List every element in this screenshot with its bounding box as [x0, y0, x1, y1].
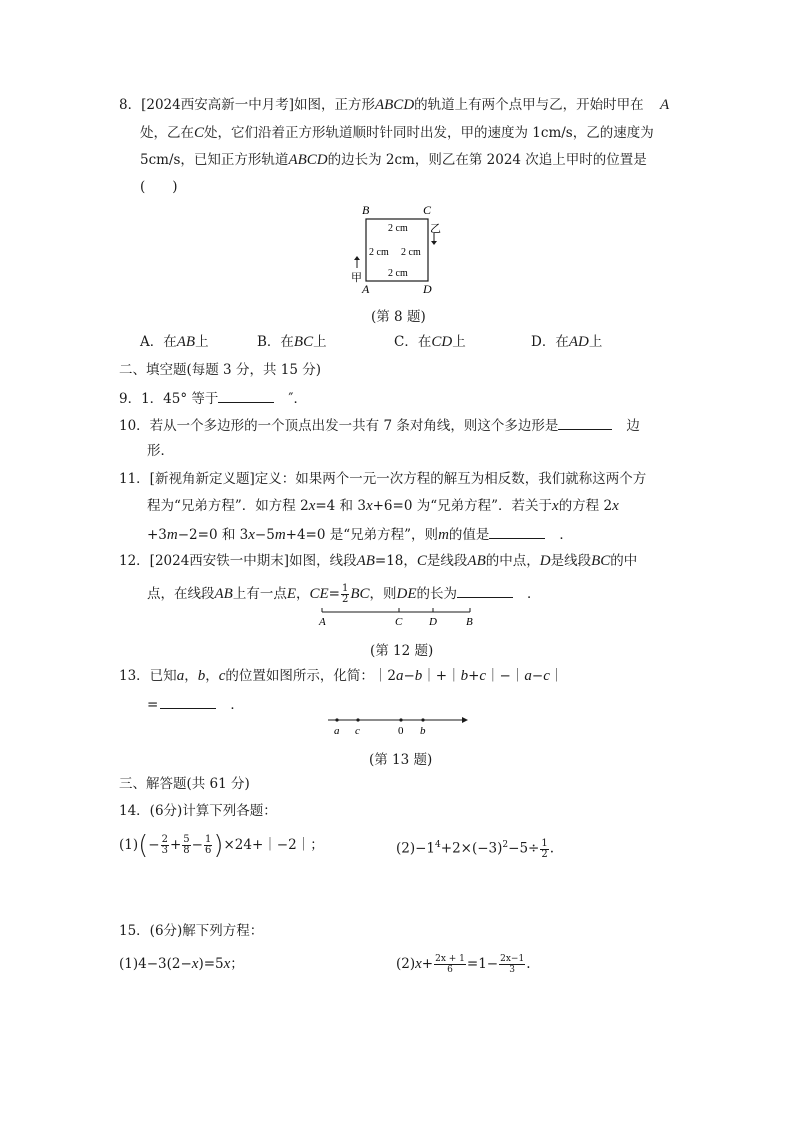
part-label: (2)	[396, 956, 416, 972]
q12-text: 的长为	[416, 586, 458, 602]
down-arrow-head-icon	[431, 241, 437, 245]
q12-segment-figure	[314, 604, 484, 628]
q13-text: ｜−｜	[486, 668, 525, 684]
q14-title: 14．(6分)计算下列各题：	[119, 803, 277, 819]
frac-num: 2x−1	[500, 954, 525, 964]
var-a: a	[395, 668, 404, 684]
frac-den: 2	[541, 848, 548, 860]
expr-text: )=5	[198, 956, 224, 972]
q8-text: 8．[2024西安高新一中月考]如图，正方形	[119, 97, 375, 113]
point-b	[421, 718, 424, 721]
var-c: c	[218, 668, 226, 684]
point-zero	[399, 718, 402, 721]
op: −	[191, 837, 203, 853]
opt-text: 上	[313, 334, 327, 350]
expr-text: (2)−1	[396, 840, 436, 857]
var-b: b	[414, 668, 423, 684]
q12-text: ，则	[369, 586, 397, 602]
var-c: C	[194, 125, 205, 141]
exponent: 4	[435, 840, 441, 850]
frac-den: 3	[161, 845, 168, 856]
opt-text: 上	[452, 334, 466, 350]
q8-text: 的轨道上有两个点甲与乙，开始时甲在	[414, 97, 644, 113]
q13-number-line-figure	[322, 712, 472, 738]
q13-text: 13．已知	[119, 668, 177, 684]
var-bc: BC	[350, 586, 370, 602]
var-ab: AB	[356, 553, 375, 569]
q8-option-a	[140, 333, 209, 351]
fraction	[182, 835, 190, 856]
opt-text: A．在	[140, 334, 177, 350]
q11-text: +6=0 为“兄弟方程”．若关于	[372, 498, 553, 514]
section-title-fill-in: 二、填空题(每题 3 分，共 15 分)	[119, 362, 321, 378]
q14-part1	[119, 831, 324, 859]
label-c: c	[355, 725, 360, 737]
q13-text: −	[403, 668, 415, 684]
expr-text: ×24+｜−2｜；	[223, 837, 324, 853]
q13-line1	[119, 667, 563, 685]
q12-text: 的中	[610, 553, 638, 569]
q13-text: 的位置如图所示，化简：｜2	[225, 668, 396, 684]
frac-den: 8	[183, 845, 190, 856]
var-x: x	[248, 527, 255, 543]
q12-text: 的中点，	[485, 553, 540, 569]
var-ab: AB	[467, 553, 486, 569]
label-a: A	[362, 282, 370, 296]
fraction	[540, 839, 548, 860]
op: +	[169, 837, 182, 853]
answer-blank	[160, 694, 216, 709]
q13-line2	[147, 694, 244, 714]
var-ab: AB	[214, 586, 233, 602]
q8-text: 5cm/s，已知正方形轨道	[140, 152, 289, 168]
label-c: C	[395, 616, 403, 628]
answer-blank	[489, 524, 545, 539]
q12-text: 12．[2024西安铁一中期末]如图，线段	[119, 553, 357, 569]
q8-text: 处，它们沿着正方形轨道顺时针同时出发，甲的速度为 1cm/s，乙的速度为	[204, 125, 654, 141]
fraction	[204, 835, 212, 856]
q8-option-d	[531, 333, 602, 351]
var-m: m	[166, 527, 178, 543]
label-a: a	[334, 725, 340, 737]
label-b: b	[420, 725, 426, 737]
side-bottom-label: 2 cm	[388, 268, 408, 279]
answer-bracket: ( )	[140, 179, 178, 195]
label-b: B	[466, 616, 473, 628]
var-a: a	[176, 668, 185, 684]
label-b: B	[362, 203, 370, 217]
frac-num: 5	[183, 834, 190, 845]
var-x: x	[223, 956, 231, 972]
frac-den: 6	[204, 845, 212, 856]
answer-blank	[558, 415, 612, 430]
q12-line1	[119, 552, 637, 570]
var-b: b	[460, 668, 469, 684]
opt-text: B．在	[257, 334, 294, 350]
opt-text: 上	[195, 334, 209, 350]
var-x: x	[191, 956, 199, 972]
q13-text: ，	[205, 668, 219, 684]
q8-line2	[140, 124, 654, 142]
q12-text: 点，在线段	[147, 586, 215, 602]
label-d: D	[423, 282, 432, 296]
big-paren: )	[213, 830, 224, 861]
var-c: C	[416, 553, 427, 569]
frac-den: 2	[341, 594, 349, 605]
var-m: m	[274, 527, 286, 543]
q15-title: 15．(6分)解下列方程：	[119, 923, 264, 939]
q10-tail: 边	[626, 418, 640, 434]
op: +	[421, 956, 434, 972]
op: −	[148, 837, 160, 853]
side-left-label: 2 cm	[369, 247, 389, 258]
q8-option-c	[394, 333, 466, 351]
q8-text: 的边长为 2cm，则乙在第 2024 次追上甲时的位置是	[327, 152, 647, 168]
frac-num: 2	[161, 834, 168, 845]
section-title-solve: 三、解答题(共 61 分)	[119, 776, 250, 792]
opt-seg: AB	[176, 334, 196, 350]
q9-text: 9．1．45° 等于	[119, 391, 219, 407]
point-a	[335, 718, 338, 721]
q10-line1	[119, 415, 640, 435]
q11-text: +4=0 是“兄弟方程”，则	[285, 527, 439, 543]
point-c	[356, 718, 359, 721]
answer-blank	[457, 583, 513, 598]
q11-line1: 11．[新视角新定义题]定义：如果两个一元一次方程的解互为相反数，我们就称这两个方	[119, 471, 647, 487]
var-x: x	[415, 956, 422, 972]
q13-text: ，	[184, 668, 198, 684]
fraction-half	[341, 584, 349, 605]
expr-text: +2×(−3)	[440, 840, 503, 857]
var-a: a	[524, 668, 532, 684]
var-c: c	[543, 668, 550, 684]
q8-line3	[140, 151, 647, 169]
label-yi: 乙	[430, 222, 441, 235]
q9-tail: ″．	[288, 391, 307, 407]
frac-num: 2x + 1	[435, 954, 465, 964]
fraction	[499, 954, 525, 975]
var-c: c	[479, 668, 487, 684]
q8-point-a	[660, 96, 669, 114]
side-top-label: 2 cm	[388, 223, 408, 234]
side-right-label: 2 cm	[401, 247, 421, 258]
q12-line2	[147, 583, 541, 605]
var-ce: CE	[309, 586, 329, 602]
expr-text: ；	[230, 956, 244, 972]
opt-seg: CD	[431, 334, 453, 350]
expr-text: (1)4−3(2−	[119, 956, 192, 972]
frac-den: 3	[509, 965, 516, 975]
var-bc: BC	[591, 553, 611, 569]
q11-text: 程为“兄弟方程”．如方程 2	[147, 498, 309, 514]
opt-text: D．在	[531, 334, 569, 350]
q12-text: 是线段	[426, 553, 468, 569]
q12-caption: (第 12 题)	[370, 643, 434, 659]
opt-seg: BC	[293, 334, 314, 350]
var-x: x	[552, 498, 559, 514]
arrow-right-icon	[462, 717, 468, 723]
q13-text: =	[147, 697, 159, 713]
var-e: E	[286, 586, 296, 602]
frac-den: 6	[447, 965, 453, 975]
q14-part2	[396, 831, 554, 859]
q13-text: ｜+｜	[422, 668, 461, 684]
q8-square-figure	[348, 200, 448, 298]
q12-text: =18，	[374, 553, 417, 569]
opt-text: C．在	[394, 334, 432, 350]
q8-line1	[119, 96, 644, 114]
q11-line2	[147, 497, 619, 515]
big-paren: (	[138, 830, 149, 861]
frac-num: 1	[341, 583, 349, 594]
q13-tail: ．	[230, 697, 244, 713]
fraction	[161, 835, 169, 856]
q10-text: 10．若从一个多边形的一个顶点出发一共有 7 条对角线，则这个多边形是	[119, 418, 559, 434]
expr-text: .	[526, 956, 531, 972]
opt-text: 上	[588, 334, 603, 350]
expr-text: .	[549, 840, 555, 857]
fraction	[434, 954, 466, 975]
q13-text: −	[531, 668, 544, 684]
q8-option-b	[257, 333, 327, 351]
q12-text: ，	[296, 586, 310, 602]
q12-text: =	[328, 586, 340, 602]
var-b: b	[197, 668, 206, 684]
q13-text: +	[468, 668, 480, 684]
frac-num: 1	[541, 837, 548, 849]
q11-text: −2=0 和 3	[177, 527, 249, 543]
var-m: m	[438, 527, 449, 543]
q11-text: 的值是	[448, 527, 490, 543]
var-x: x	[308, 498, 316, 514]
label-zero: 0	[398, 725, 404, 737]
q11-tail: ．	[559, 527, 573, 543]
q12-text: 是线段	[550, 553, 592, 569]
label-d: D	[429, 616, 437, 628]
q8-text: 处，乙在	[140, 125, 194, 141]
opt-seg: AD	[568, 334, 589, 350]
q10-line2: 形．	[147, 443, 174, 459]
q9	[119, 388, 307, 408]
label-a: A	[319, 616, 326, 628]
q15-part2	[396, 951, 531, 977]
up-arrow-head-icon	[354, 256, 360, 260]
exponent: 2	[502, 840, 509, 850]
q15-part1	[119, 951, 244, 977]
var-d: D	[539, 553, 551, 569]
q11-text: 的方程 2	[558, 498, 613, 514]
var-a: A	[660, 97, 670, 113]
label-c: C	[423, 203, 432, 217]
var-abcd: ABCD	[374, 97, 415, 113]
var-x: x	[365, 498, 373, 514]
q12-tail: ．	[527, 586, 541, 602]
q11-text: +3	[147, 527, 167, 543]
answer-blank	[218, 388, 274, 403]
expr-text: =1−	[466, 956, 499, 972]
q13-caption: (第 13 题)	[369, 752, 433, 768]
label-jia: 甲	[351, 271, 362, 284]
part-label: (1)	[119, 837, 139, 853]
q11-line3	[147, 524, 573, 544]
var-abcd: ABCD	[288, 152, 328, 168]
q8-caption: (第 8 题)	[371, 309, 426, 325]
expr-text: −5÷	[508, 840, 540, 857]
var-de: DE	[396, 586, 417, 602]
q13-text: ｜	[549, 668, 564, 684]
q12-text: 上有一点	[232, 586, 287, 602]
q11-text: =4 和 3	[315, 498, 366, 514]
frac-num: 1	[204, 834, 212, 845]
var-x: x	[612, 498, 619, 514]
q11-text: −5	[254, 527, 275, 543]
